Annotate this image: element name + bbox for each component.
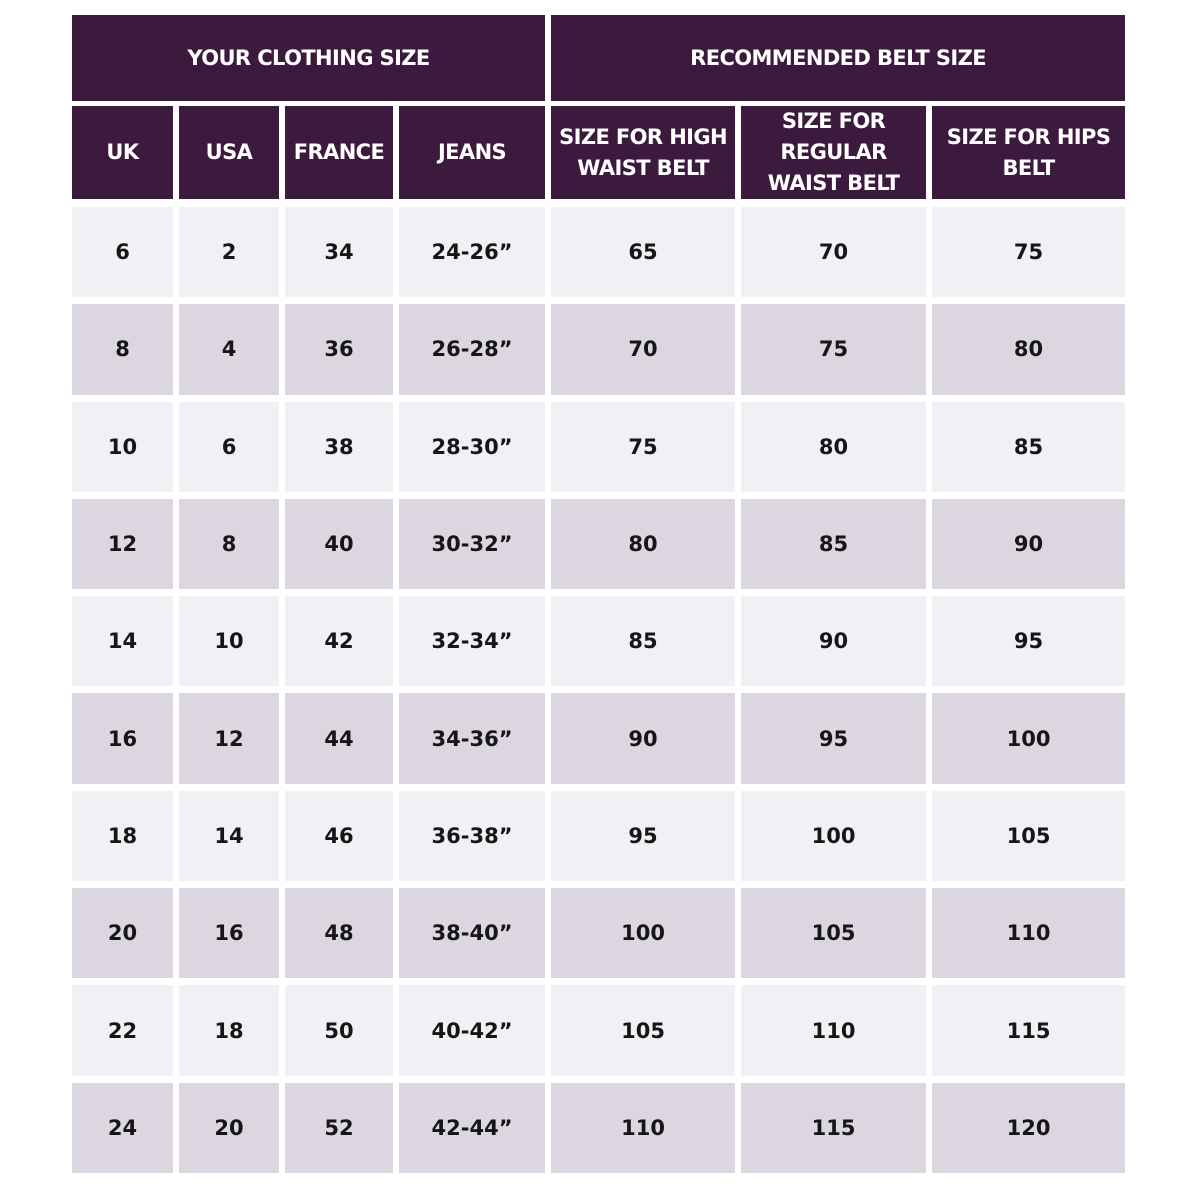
high-waist-belt-cell: 85 xyxy=(551,596,741,693)
table-row xyxy=(72,402,1125,499)
hips-belt-cell: 80 xyxy=(932,304,1125,401)
high-waist-belt-cell: 70 xyxy=(551,304,741,401)
regular-waist-belt-cell: 85 xyxy=(741,499,932,596)
uk-cell: 12 xyxy=(72,499,179,596)
hips-belt-cell: 110 xyxy=(932,888,1125,985)
france-cell: 44 xyxy=(285,693,399,790)
jeans-cell: 26-28” xyxy=(399,304,551,401)
hips-belt-cell: 90 xyxy=(932,499,1125,596)
hips-belt-cell: 95 xyxy=(932,596,1125,693)
usa-column-header: USA xyxy=(179,106,285,207)
jeans-cell: 36-38” xyxy=(399,791,551,888)
jeans-cell: 34-36” xyxy=(399,693,551,790)
clothing-size-group-header: YOUR CLOTHING SIZE xyxy=(72,15,551,106)
high-waist-belt-cell: 105 xyxy=(551,985,741,1082)
table-row xyxy=(72,499,1125,596)
uk-cell: 8 xyxy=(72,304,179,401)
uk-cell: 16 xyxy=(72,693,179,790)
hips-belt-cell: 105 xyxy=(932,791,1125,888)
table-row xyxy=(72,304,1125,401)
high-waist-belt-cell: 110 xyxy=(551,1083,741,1180)
france-cell: 38 xyxy=(285,402,399,499)
uk-cell: 14 xyxy=(72,596,179,693)
high-waist-belt-cell: 95 xyxy=(551,791,741,888)
usa-cell: 12 xyxy=(179,693,285,790)
france-cell: 50 xyxy=(285,985,399,1082)
regular-waist-belt-cell: 80 xyxy=(741,402,932,499)
hips-belt-cell: 120 xyxy=(932,1083,1125,1180)
hips-belt-column-header: SIZE FOR HIPS BELT xyxy=(932,106,1125,207)
uk-cell: 20 xyxy=(72,888,179,985)
hips-belt-cell: 75 xyxy=(932,207,1125,304)
table-row xyxy=(72,596,1125,693)
usa-cell: 6 xyxy=(179,402,285,499)
table-row xyxy=(72,791,1125,888)
uk-cell: 24 xyxy=(72,1083,179,1180)
regular-waist-belt-cell: 115 xyxy=(741,1083,932,1180)
hips-belt-cell: 100 xyxy=(932,693,1125,790)
regular-waist-belt-cell: 90 xyxy=(741,596,932,693)
table-row xyxy=(72,985,1125,1082)
regular-waist-belt-cell: 95 xyxy=(741,693,932,790)
jeans-cell: 28-30” xyxy=(399,402,551,499)
france-column-header: FRANCE xyxy=(285,106,399,207)
uk-cell: 10 xyxy=(72,402,179,499)
regular-waist-belt-cell: 75 xyxy=(741,304,932,401)
jeans-cell: 38-40” xyxy=(399,888,551,985)
usa-cell: 8 xyxy=(179,499,285,596)
hips-belt-cell: 85 xyxy=(932,402,1125,499)
regular-waist-belt-cell: 70 xyxy=(741,207,932,304)
regular-waist-belt-column-header: SIZE FOR REGULAR WAIST BELT xyxy=(741,106,932,207)
jeans-cell: 40-42” xyxy=(399,985,551,1082)
usa-cell: 4 xyxy=(179,304,285,401)
jeans-cell: 24-26” xyxy=(399,207,551,304)
uk-column-header: UK xyxy=(72,106,179,207)
regular-waist-belt-cell: 110 xyxy=(741,985,932,1082)
usa-cell: 10 xyxy=(179,596,285,693)
jeans-cell: 30-32” xyxy=(399,499,551,596)
table-row xyxy=(72,207,1125,304)
size-rows xyxy=(72,207,1125,1180)
usa-cell: 14 xyxy=(179,791,285,888)
high-waist-belt-cell: 75 xyxy=(551,402,741,499)
usa-cell: 18 xyxy=(179,985,285,1082)
usa-cell: 2 xyxy=(179,207,285,304)
uk-cell: 18 xyxy=(72,791,179,888)
usa-cell: 20 xyxy=(179,1083,285,1180)
france-cell: 36 xyxy=(285,304,399,401)
table-row xyxy=(72,888,1125,985)
table-row xyxy=(72,1083,1125,1180)
france-cell: 46 xyxy=(285,791,399,888)
regular-waist-belt-cell: 100 xyxy=(741,791,932,888)
size-chart-table xyxy=(72,15,1125,1180)
france-cell: 40 xyxy=(285,499,399,596)
france-cell: 48 xyxy=(285,888,399,985)
uk-cell: 6 xyxy=(72,207,179,304)
uk-cell: 22 xyxy=(72,985,179,1082)
regular-waist-belt-cell: 105 xyxy=(741,888,932,985)
france-cell: 34 xyxy=(285,207,399,304)
high-waist-belt-column-header: SIZE FOR HIGH WAIST BELT xyxy=(551,106,741,207)
high-waist-belt-cell: 90 xyxy=(551,693,741,790)
jeans-cell: 32-34” xyxy=(399,596,551,693)
high-waist-belt-cell: 65 xyxy=(551,207,741,304)
table-row xyxy=(72,693,1125,790)
high-waist-belt-cell: 80 xyxy=(551,499,741,596)
france-cell: 52 xyxy=(285,1083,399,1180)
jeans-cell: 42-44” xyxy=(399,1083,551,1180)
high-waist-belt-cell: 100 xyxy=(551,888,741,985)
usa-cell: 16 xyxy=(179,888,285,985)
hips-belt-cell: 115 xyxy=(932,985,1125,1082)
jeans-column-header: JEANS xyxy=(399,106,551,207)
belt-size-group-header: RECOMMENDED BELT SIZE xyxy=(551,15,1125,106)
france-cell: 42 xyxy=(285,596,399,693)
